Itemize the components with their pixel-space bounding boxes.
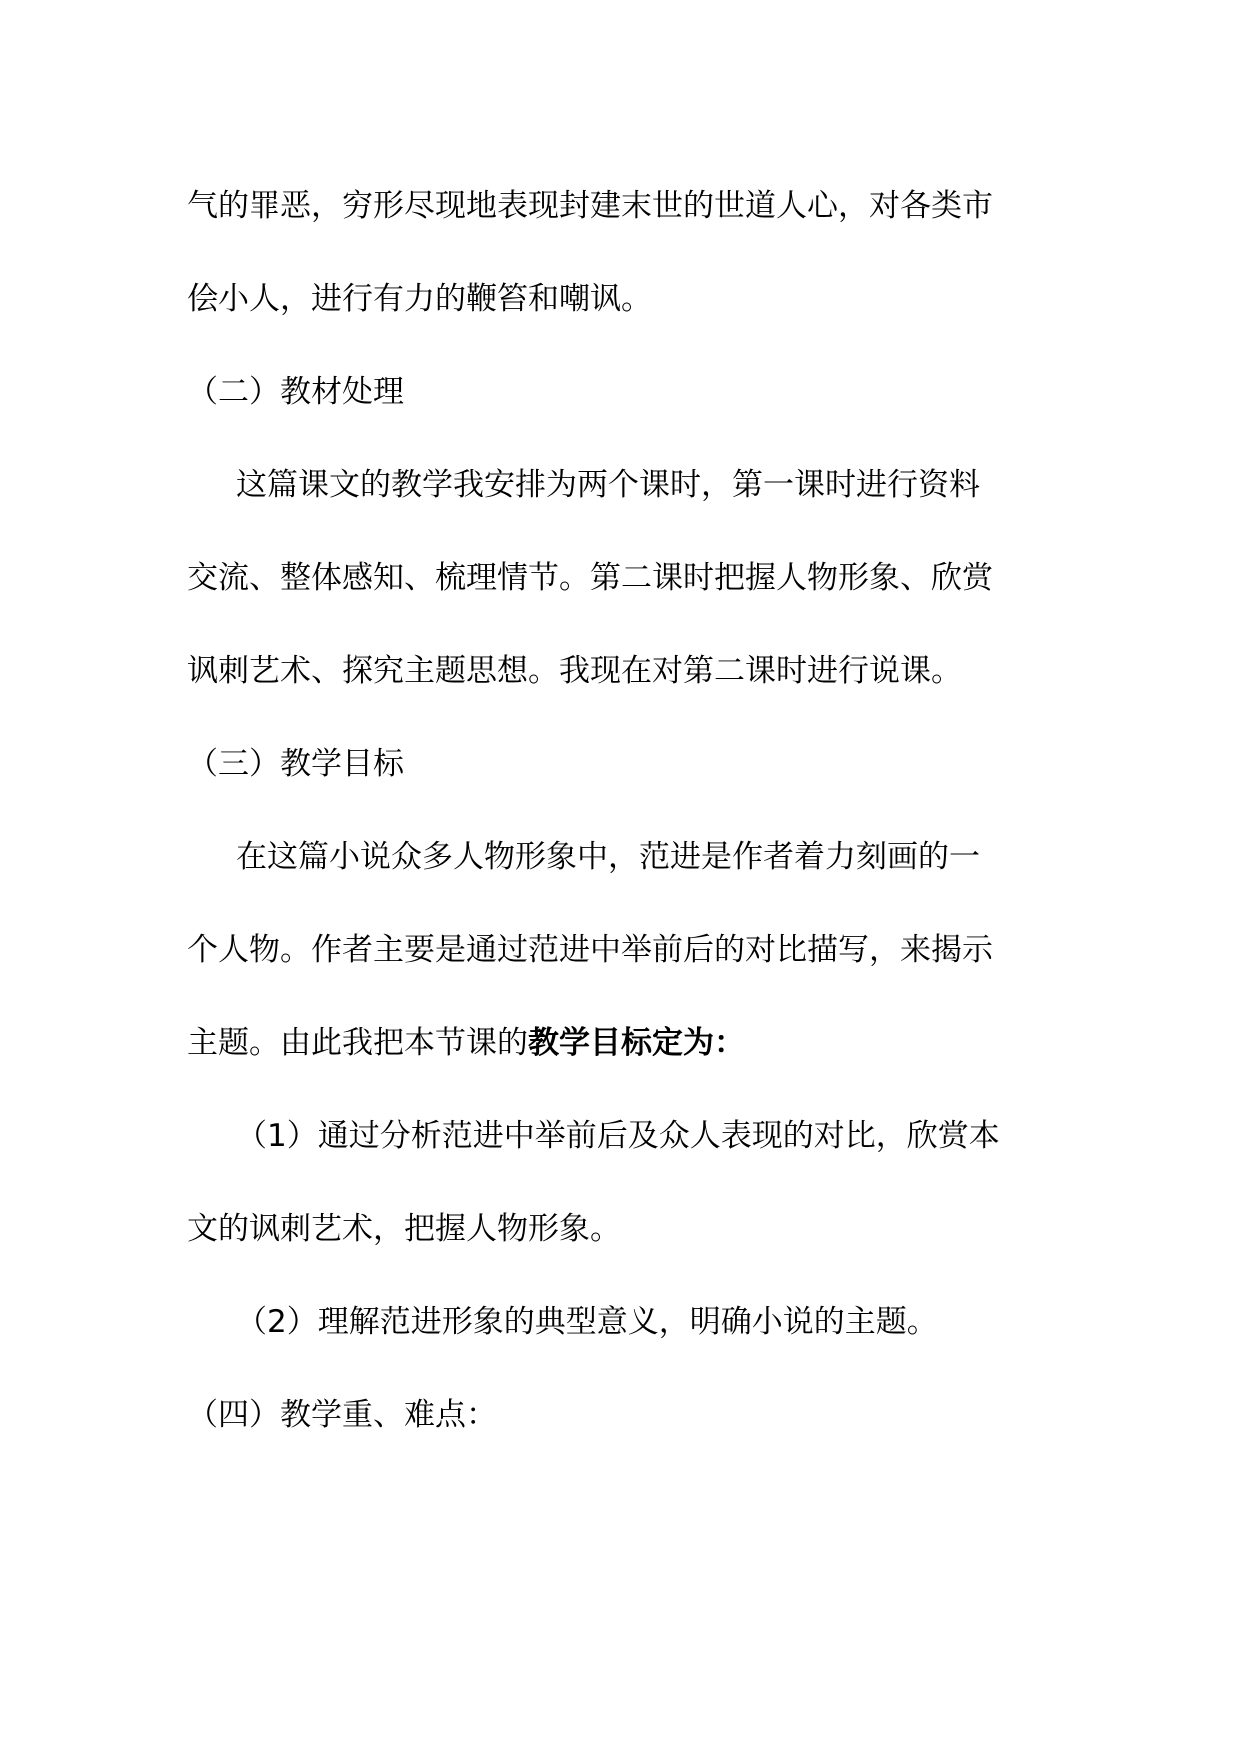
section-heading: （二）教材处理 — [187, 374, 404, 410]
body-text-line — [187, 1021, 1067, 1065]
body-text-line: 气的罪恶，穷形尽现地表现封建末世的世道人心，对各类市 — [187, 188, 993, 224]
body-text-line: 这篇课文的教学我安排为两个课时，第一课时进行资料 — [236, 467, 980, 503]
body-text-line: 个人物。作者主要是通过范进中举前后的对比描写，来揭示 — [187, 932, 993, 968]
body-text-line: 侩小人，进行有力的鞭笞和嘲讽。 — [187, 281, 652, 317]
body-text-line: 交流、整体感知、梳理情节。第二课时把握人物形象、欣赏 — [187, 560, 993, 596]
bold-text-segment: 教学目标定为： — [528, 1025, 745, 1061]
body-text-segment: 主题。由此我把本节课的 — [187, 1025, 528, 1061]
list-item: （1）通过分析范进中举前后及众人表现的对比，欣赏本 — [236, 1118, 1000, 1154]
list-item: （2）理解范进形象的典型意义，明确小说的主题。 — [236, 1304, 938, 1340]
section-heading: （四）教学重、难点： — [187, 1397, 497, 1433]
body-text-line: 在这篇小说众多人物形象中，范进是作者着力刻画的一 — [236, 839, 980, 875]
section-heading: （三）教学目标 — [187, 746, 404, 782]
body-text-line: 文的讽刺艺术，把握人物形象。 — [187, 1211, 621, 1247]
body-text-line: 讽刺艺术、探究主题思想。我现在对第二课时进行说课。 — [187, 653, 962, 689]
